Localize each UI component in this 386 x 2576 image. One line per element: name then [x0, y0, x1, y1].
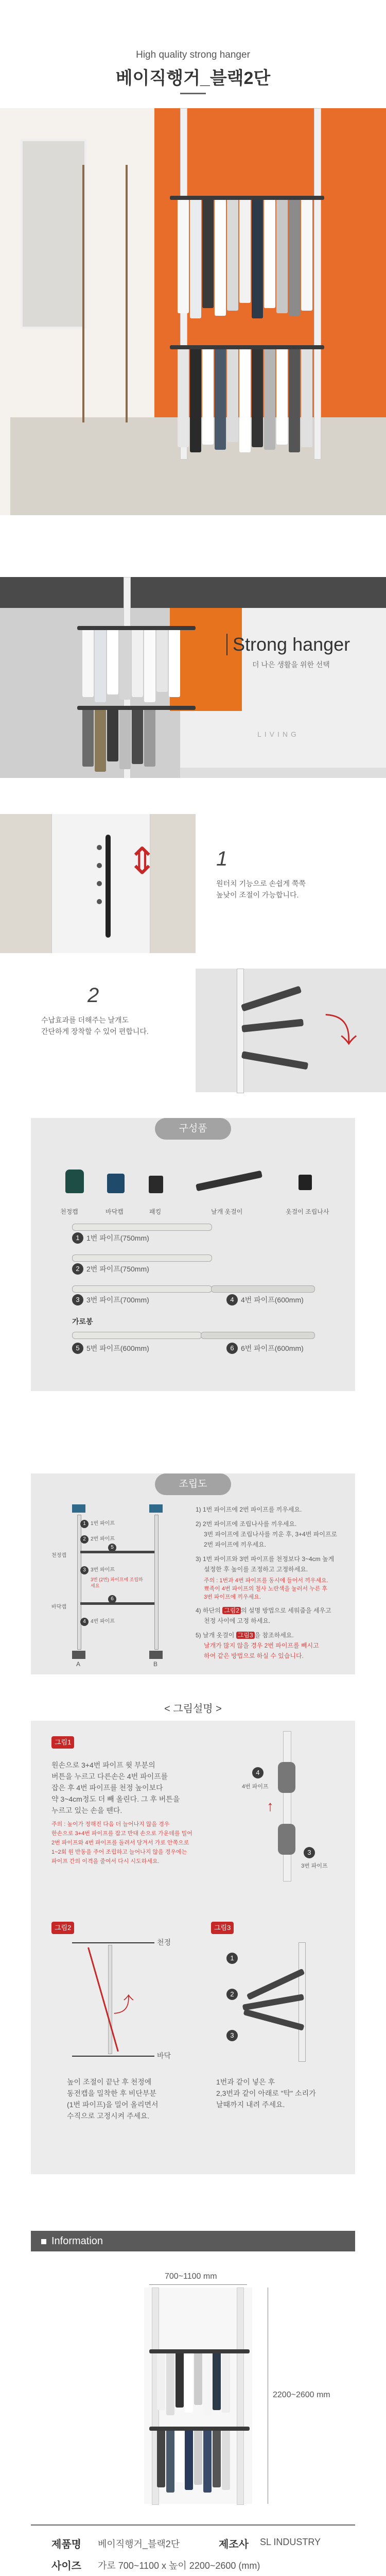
pipe-6-badge: 6 — [226, 1343, 238, 1354]
pipe-6-graphic — [201, 1332, 315, 1339]
pipe-3-label: 3번 파이프(700mm) — [86, 1296, 149, 1304]
diag-b: B — [153, 1660, 158, 1668]
components-section — [0, 1118, 386, 1391]
info-value-size: 가로 700~1100 x 높이 2200~2600 (mm) — [98, 2561, 260, 2571]
part-label-2: 바닥캡 — [106, 1208, 124, 1215]
feature-1-line2: 높낮이 조절이 가능합니다. — [216, 891, 299, 899]
info-value-name: 베이직행거_블랙2단 — [98, 2539, 180, 2549]
step-2: 2) 2번 파이프에 조립나사를 끼우세요. 3번 파이프에 조립나사를 끼운 후, 3+4번 파이프로 2번 파이프에 끼우세요. — [196, 1520, 338, 1548]
pipe-4-badge: 4 — [226, 1294, 238, 1306]
feature-1-number: 1 — [216, 848, 228, 870]
packing-icon — [149, 1176, 163, 1193]
pipe-3-badge: 3 — [72, 1294, 83, 1306]
floor-cap-icon — [107, 1174, 125, 1193]
feature-1-section — [0, 814, 386, 953]
diag-side-a: 천정캡 — [51, 1553, 66, 1558]
fig3-badge: 그림3 — [211, 1922, 234, 1934]
fig1-text: 원손으로 3+4번 파이프 윗 부분의 버튼을 누르고 다른손은 4번 파이프를 잡은 후 4번 파이프를 천정 높이보다 약 3~4cm정도 더 빼 올린다. 그 후 버튼을 누르고 있는 손을 뗀다. — [51, 1761, 180, 1815]
components-heading: 구성품 — [155, 1118, 231, 1140]
pipe-2-label: 2번 파이프(750mm) — [86, 1265, 149, 1273]
part-label-1: 천정캡 — [60, 1208, 78, 1215]
assembly-diagram: 1 2 3 4 5 6 1번 파이프 2번 파이프 3번 파이프 3번 (2번) 파이프에 조립하세요 4번 파이프 천정캡 바닥캡 A B — [51, 1504, 180, 1659]
info-width-line — [149, 2284, 247, 2285]
hero-photo — [0, 108, 386, 515]
fig3-num-3: 3 — [226, 2030, 238, 2041]
assembly-steps — [196, 1504, 345, 1661]
guide-heading: < 그림설명 > — [164, 1703, 222, 1715]
info-label-size: 사이즈 — [51, 2561, 81, 2572]
information-heading: Information — [51, 2235, 103, 2247]
header-section — [0, 0, 386, 515]
diag-p1: 1번 파이프 — [91, 1521, 115, 1527]
pipe-1-graphic — [72, 1224, 212, 1231]
guide-section — [0, 1700, 386, 2179]
feature-1-photo — [0, 814, 196, 953]
banner-photo — [0, 577, 386, 778]
fig2-top-label: 천정 — [157, 1938, 171, 1946]
pipe-5-badge: 5 — [72, 1343, 83, 1354]
part-label-3: 패킹 — [149, 1208, 162, 1215]
fig2-curve-arrow-icon: ⤴ — [113, 1994, 134, 2016]
header-subtitle: High quality strong hanger — [136, 49, 250, 60]
fig3-image — [221, 1942, 340, 2061]
diag-p2: 2번 파이프 — [91, 1536, 115, 1542]
banner-section — [0, 577, 386, 778]
feature-2-section — [0, 969, 386, 1092]
fig1-badge-3: 3 — [304, 1847, 315, 1858]
diag-note: 3번 (2번) 파이프에 조립하세요 — [91, 1577, 143, 1588]
assembly-heading: 조립도 — [155, 1473, 231, 1495]
fig3-num-1: 1 — [226, 1953, 238, 1964]
fig1-up-arrow-icon: ↑ — [267, 1798, 274, 1814]
fig3-text: 1번과 같이 넣은 후 2,3번과 같이 아래로 "탁" 소리가 날때까지 내려 주세요. — [216, 2078, 316, 2109]
information-section — [0, 2231, 386, 2576]
pipe-4-graphic — [211, 1285, 315, 1293]
feature-2-line1: 수납효과를 더해주는 날개도 — [41, 1016, 129, 1024]
feature-2-number: 2 — [87, 984, 99, 1007]
diag-p4: 4번 파이프 — [91, 1619, 115, 1624]
pipe-5-graphic — [72, 1332, 202, 1339]
fig1-label-pipe3: 3번 파이프 — [301, 1863, 328, 1869]
banner-living: LIVING — [257, 730, 300, 738]
part-label-5: 옷걸이 조립나사 — [286, 1208, 329, 1215]
diag-a: A — [76, 1660, 81, 1668]
product-title: 베이직행거_블랙2단 — [115, 69, 271, 88]
info-label-name: 제품명 — [51, 2539, 81, 2550]
fig1-badge-4: 4 — [252, 1767, 264, 1778]
diag-p3: 3번 파이프 — [91, 1567, 115, 1573]
part-label-4: 날개 옷걸이 — [211, 1208, 243, 1215]
step-5: 5) 날개 옷걸이 그림3 을 참조하세요. 날개가 많지 않을 경우 2번 파이프를 빼시고 하여 같은 방법으로 하실 수 있습니다. — [196, 1632, 319, 1659]
info-value-maker: SL INDUSTRY — [260, 2537, 321, 2547]
fig2-image — [67, 1938, 185, 2061]
info-table — [31, 2524, 355, 2576]
feature-1-line1: 원터치 기능으로 손쉽게 쭉쭉 — [216, 879, 306, 888]
info-width-label: 700~1100 mm — [165, 2272, 217, 2281]
info-product-image — [144, 2287, 252, 2504]
pipe-6-label: 6번 파이프(600mm) — [241, 1344, 304, 1352]
diag-side-b: 바닥캡 — [51, 1604, 66, 1610]
garobong-label: 가로봉 — [72, 1317, 93, 1326]
curved-arrow-icon: ⤵ — [324, 1012, 357, 1049]
fig1-warning: 주의 : 높이가 정해진 다음 더 늘어나지 않을 경우 한손으로 3+4번 파이프를 잡고 반대 손으로 가운데를 밀어 2번 파이프와 4번 파이프를 돌려서 당겨서 가로 안쪽으로 1~2회 원 반동을 주어 조립하고 늘어나지 않을 경우에는 파이프 간의 이격을 줄여서 다시 시도하세요. — [51, 1821, 192, 1865]
pipe-1-label: 1번 파이프(750mm) — [86, 1234, 149, 1242]
info-height-label: 2200~2600 mm — [273, 2391, 330, 2399]
fig2-bottom-label: 바닥 — [157, 2052, 171, 2060]
fig1-badge: 그림1 — [51, 1736, 74, 1749]
pipe-5-label: 5번 파이프(600mm) — [86, 1344, 149, 1352]
pipe-3-graphic — [72, 1285, 212, 1293]
step-3: 3) 1번 파이프와 3번 파이프를 천정보다 3~4cm 높게 설정한 후 높이를 조정하고 고정하세요. — [196, 1555, 335, 1573]
fig1-label-pipe4: 4번 파이프 — [242, 1784, 269, 1790]
information-bar — [31, 2231, 355, 2251]
assembly-section — [0, 1473, 386, 1674]
fig3-num-2: 2 — [226, 1989, 238, 2000]
pipe-2-graphic — [72, 1255, 212, 1262]
title-underline — [180, 93, 206, 94]
fig2-text: 높이 조절이 끝난 후 천정에 동전캡을 밀착한 후 비단부분 (1번 파이프)을 밀어 올리면서 수직으로 고정시켜 주세요. — [67, 2078, 159, 2120]
pipe-2-badge: 2 — [72, 1263, 83, 1275]
up-down-arrow-icon: ⇕ — [127, 841, 158, 882]
banner-tagline: 더 나은 생활을 위한 선택 — [252, 660, 330, 669]
pipe-4-label: 4번 파이프(600mm) — [241, 1296, 304, 1304]
hanger-screw-icon — [299, 1175, 312, 1190]
fig1-image — [242, 1731, 335, 1880]
pipe-1-badge: 1 — [72, 1232, 83, 1244]
step-1: 1) 1번 파이프에 2번 파이프를 끼우세요. — [196, 1506, 302, 1513]
fig2-badge: 그림2 — [51, 1922, 74, 1934]
info-square-icon — [41, 2239, 46, 2244]
step-3-warning: 주의 : 1번과 4번 파이프를 동시에 들어서 끼우세요. 뾰족이 4번 파이프의 철사 노란색을 눌러서 누른 후 3번 파이프에 끼우세요. — [204, 1578, 328, 1600]
ceiling-cap-icon — [65, 1170, 84, 1193]
banner-title: Strong hanger — [226, 634, 350, 655]
step-4: 4) 하단의 그림2 의 설명 방법으로 세워줍을 세우고 천정 사이에 고정 하세요. — [196, 1607, 331, 1624]
info-label-maker: 제조사 — [219, 2539, 249, 2550]
feature-2-line2: 간단하게 장착할 수 있어 편합니다. — [41, 1027, 149, 1036]
feature-2-photo — [196, 969, 386, 1092]
